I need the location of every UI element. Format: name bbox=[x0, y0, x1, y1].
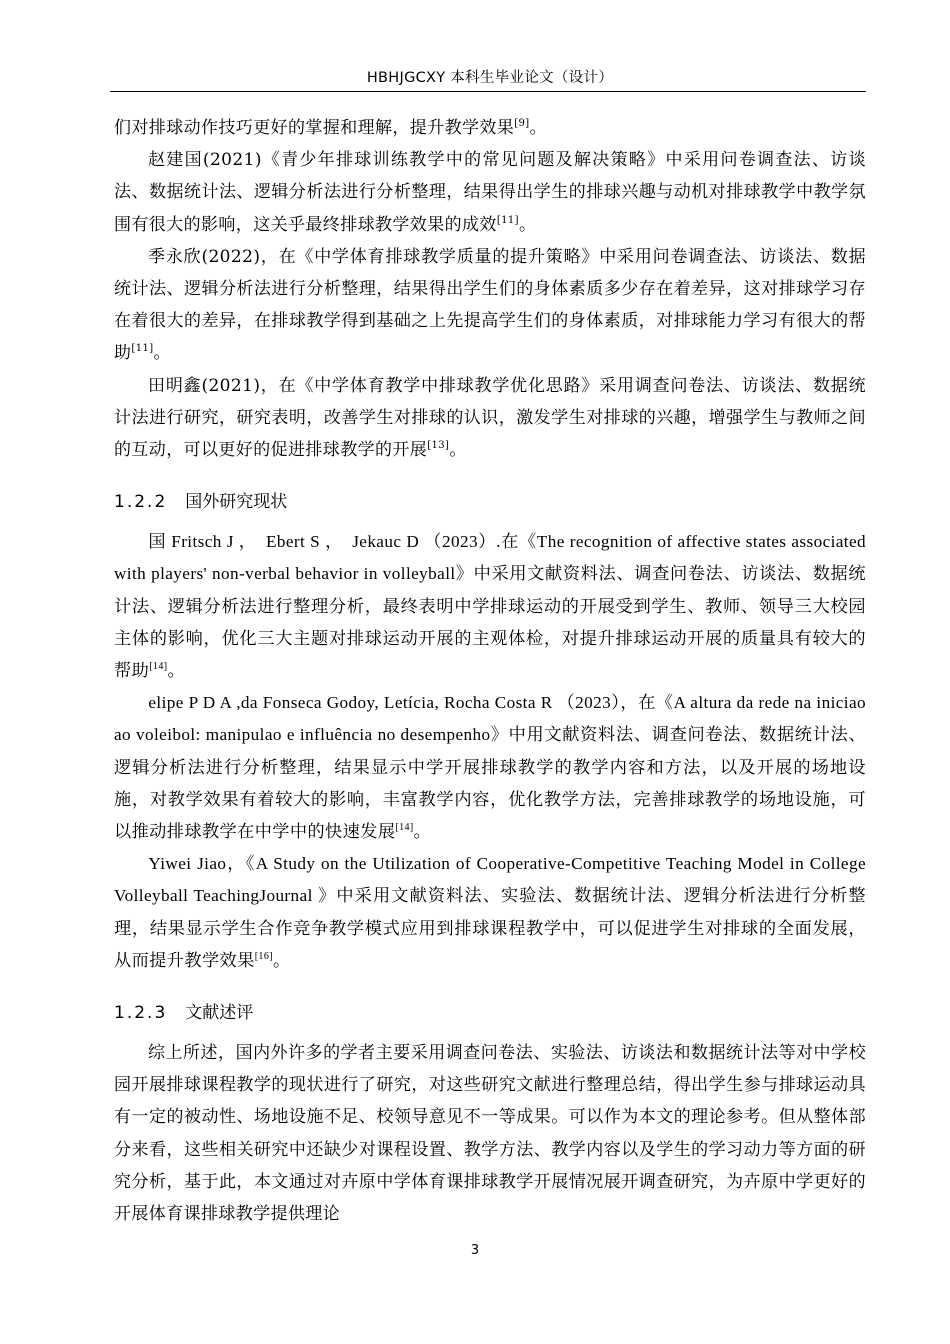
paragraph-felipe: elipe P D A ,da Fonseca Godoy, Letícia, Rocha Costa R （2023），在《A altura da rede na iniciao ao voleibol: manipulao e influência no desempenho》中用文献资料法、调查问卷法、数据统计法、逻辑分析法进行分析整理，结果显示中学开展排球教学的教学内容和方法，以及开展的场地设施，对教学效果有着较大的影响，丰富教学内容，优化教学方法，完善排球教学的场地设施，可以推动排球教学在中学中的快速发展[14]。 bbox=[114, 693, 866, 842]
paragraph-jiao: Yiwei Jiao，《A Study on the Utilization of Cooperative-Competitive Teaching Model in College Volleyball TeachingJournal 》中采用文献资料法、实验法、数据统计法、逻辑分析法进行分析整理，结果显示学生合作竞争教学模式应用到排球课程教学中，可以促进学生对排球的全面发展，从而提升教学效果[16]。 bbox=[114, 854, 866, 970]
paragraph-continuation: 们对排球动作技巧更好的掌握和理解，提升教学效果[9]。 bbox=[114, 118, 547, 138]
page-header: HBHJGCXY 本科生毕业论文（设计） bbox=[366, 70, 614, 86]
citation-ref: [11] bbox=[496, 214, 519, 226]
paragraph-review: 综上所述，国内外许多的学者主要采用调查问卷法、实验法、访谈法和数据统计法等对中学校园开展排球课程教学的现状进行了研究，对这些研究文献进行整理总结，得出学生参与排球运动具有一定的被动性、场地设施不足、校领导意见不一等成果。可以作为本文的理论参考。但从整体部分来看，这些相关研究中还缺少对课程设置、教学方法、教学内容以及学生的学习动力等方面的研究分析，基于此，本文通过对卉原中学体育课排球教学开展情况展开调查研究，为卉原中学更好的开展体育课排球教学提供理论 bbox=[114, 1043, 866, 1225]
citation-ref: [16] bbox=[254, 950, 273, 962]
section-number: 1.2.3 bbox=[114, 1003, 168, 1024]
citation-ref: [11] bbox=[131, 343, 154, 355]
section-heading-foreign-research bbox=[114, 488, 866, 516]
paragraph-ji: 季永欣(2022)，在《中学体育排球教学质量的提升策略》中采用问卷调查法、访谈法、数据统计法、逻辑分析法进行分析整理，结果得出学生们的身体素质多少存在着差异，这对排球学习存在着很大的差异，在排球教学得到基础之上先提高学生们的身体素质，对排球能力学习有很大的帮助[11]。 bbox=[114, 246, 866, 364]
paragraph-fritsch: 国 Fritsch J ， Ebert S ， Jekauc D （2023）.在《The recognition of affective states associated with players' non-verbal behavior in volleyball》中采用文献资料法、调查问卷法、访谈法、数据统计法、逻辑分析法进行整理分析，最终表明中学排球运动的开展受到学生、教师、领导三大校园主体的影响，优化三大主题对排球运动开展的主观体检，对提升排球运动开展的质量具有较大的帮助[14]。 bbox=[114, 532, 866, 681]
citation-ref: [13] bbox=[427, 440, 450, 452]
section-title: 国外研究现状 bbox=[185, 492, 288, 513]
paragraph-zhao: 赵建国(2021)《青少年排球训练教学中的常见问题及解决策略》中采用问卷调查法、访谈法、数据统计法、逻辑分析法进行分析整理，结果得出学生的排球兴趣与动机对排球教学中教学氛围有很大的影响，这关乎最终排球教学效果的成效[11]。 bbox=[114, 150, 866, 235]
header-divider bbox=[110, 91, 866, 92]
section-number: 1.2.2 bbox=[114, 492, 168, 513]
section-title: 文献述评 bbox=[185, 1003, 254, 1024]
citation-ref: [14] bbox=[149, 661, 168, 673]
document-body bbox=[114, 112, 866, 1230]
paragraph-tian: 田明鑫(2021)，在《中学体育教学中排球教学优化思路》采用调查问卷法、访谈法、数据统计法进行研究，研究表明，改善学生对排球的认识，激发学生对排球的兴趣，增强学生与教师之间的互动，可以更好的促进排球教学的开展[13]。 bbox=[114, 375, 866, 461]
section-heading-literature-review bbox=[114, 999, 866, 1027]
citation-ref: [9] bbox=[514, 118, 530, 129]
citation-ref: [14] bbox=[395, 822, 414, 834]
page-number: 3 bbox=[470, 1243, 480, 1258]
